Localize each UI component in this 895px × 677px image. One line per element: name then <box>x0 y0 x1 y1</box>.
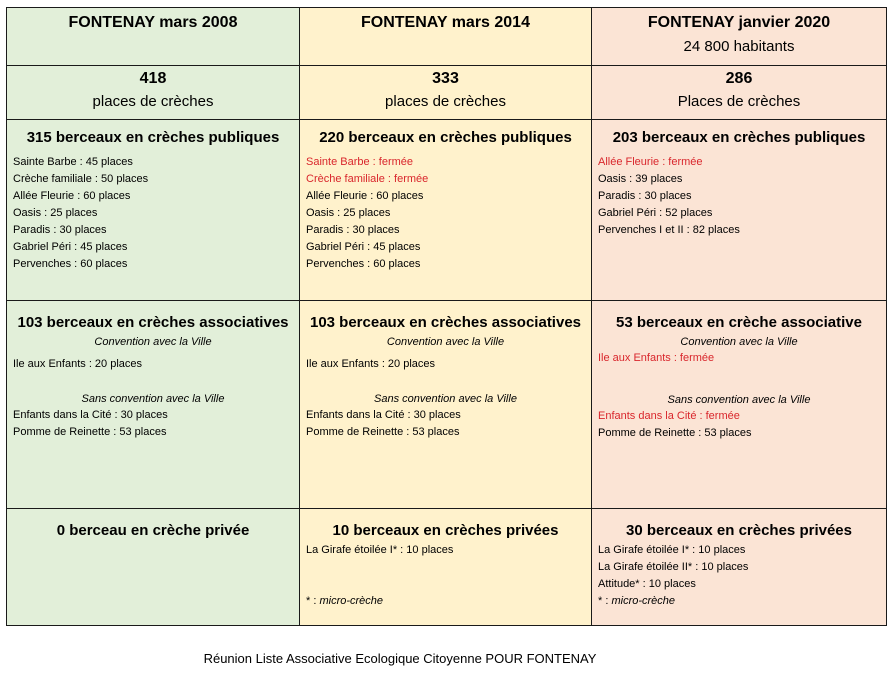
creche-list <box>7 407 299 441</box>
note-symbol: * : <box>598 595 609 607</box>
public-2020 <box>592 120 887 301</box>
list-item: Paradis : 30 places <box>13 224 107 236</box>
list-item-closed: Sainte Barbe : fermée <box>306 156 414 168</box>
list-item: Pervenches : 60 places <box>306 258 421 270</box>
list-item: Oasis : 25 places <box>306 207 391 219</box>
creche-list <box>7 154 299 273</box>
comparison-table <box>6 7 887 626</box>
header-title: FONTENAY mars 2014 <box>361 14 530 31</box>
list-item: Paradis : 30 places <box>598 190 692 202</box>
micro-creche-note <box>306 593 591 610</box>
note-text: micro-crèche <box>319 595 384 607</box>
no-convention-subheading: Sans convention avec la Ville <box>374 393 517 405</box>
list-item: La Girafe étoilée I* : 10 places <box>598 544 746 556</box>
section-title: 103 berceaux en crèches associatives <box>17 314 289 331</box>
no-convention-subheading: Sans convention avec la Ville <box>667 394 811 406</box>
micro-creche-note <box>598 593 886 610</box>
footer-caption: Réunion Liste Associative Ecologique Citoyenne POUR FONTENAY <box>203 651 597 666</box>
list-item: La Girafe étoilée II* : 10 places <box>598 561 749 573</box>
places-label: places de crèches <box>92 93 214 110</box>
list-item: Ile aux Enfants : 20 places <box>306 358 436 370</box>
creche-list <box>592 350 886 367</box>
convention-subheading: Convention avec la Ville <box>680 336 798 348</box>
list-item-closed: Allée Fleurie : fermée <box>598 156 703 168</box>
places-2020 <box>592 66 887 120</box>
list-item: Gabriel Péri : 45 places <box>306 241 421 253</box>
list-item: Pomme de Reinette : 53 places <box>13 426 167 438</box>
places-number: 286 <box>725 70 753 87</box>
places-2008 <box>7 66 300 120</box>
list-item-closed: Crèche familiale : fermée <box>306 173 429 185</box>
header-title: FONTENAY mars 2008 <box>68 14 238 31</box>
list-item: Enfants dans la Cité : 30 places <box>13 409 168 421</box>
section-title: 10 berceaux en crèches privées <box>332 522 559 539</box>
section-title: 53 berceaux en crèche associative <box>616 314 862 331</box>
creche-list <box>300 356 591 373</box>
list-item: Attitude* : 10 places <box>598 578 696 590</box>
associative-2014 <box>300 301 592 509</box>
header-2014 <box>300 8 592 66</box>
header-subtitle: 24 800 habitants <box>683 38 795 55</box>
list-item: Paradis : 30 places <box>306 224 400 236</box>
list-item: Allée Fleurie : 60 places <box>306 190 424 202</box>
list-item: La Girafe étoilée I* : 10 places <box>306 544 454 556</box>
creche-list <box>7 356 299 373</box>
places-2014 <box>300 66 592 120</box>
public-2014 <box>300 120 592 301</box>
list-item: Enfants dans la Cité : 30 places <box>306 409 461 421</box>
creche-list <box>592 542 886 610</box>
private-2020 <box>592 509 887 626</box>
list-item: Pomme de Reinette : 53 places <box>598 427 752 439</box>
section-title: 103 berceaux en crèches associatives <box>309 314 582 331</box>
list-item: Gabriel Péri : 45 places <box>13 241 128 253</box>
public-2008 <box>7 120 300 301</box>
private-2014 <box>300 509 592 626</box>
list-item-closed: Enfants dans la Cité : fermée <box>598 410 740 422</box>
header-row <box>7 8 887 66</box>
places-number: 333 <box>432 70 459 87</box>
list-item: Gabriel Péri : 52 places <box>598 207 713 219</box>
no-convention-subheading: Sans convention avec la Ville <box>81 393 225 405</box>
associative-2020 <box>592 301 887 509</box>
creche-list <box>592 408 886 442</box>
creche-list <box>300 542 591 610</box>
list-item: Crèche familiale : 50 places <box>13 173 149 185</box>
public-row <box>7 120 887 301</box>
private-row <box>7 509 887 626</box>
places-label: Places de crèches <box>677 93 801 110</box>
places-row <box>7 66 887 120</box>
header-2008 <box>7 8 300 66</box>
section-title: 220 berceaux en crèches publiques <box>319 129 572 146</box>
list-item: Ile aux Enfants : 20 places <box>13 358 143 370</box>
note-symbol: * : <box>306 595 317 607</box>
header-title: FONTENAY janvier 2020 <box>647 14 831 31</box>
convention-subheading: Convention avec la Ville <box>94 336 212 348</box>
list-item: Pervenches I et II : 82 places <box>598 224 740 236</box>
section-title: 203 berceaux en crèches publiques <box>612 129 866 146</box>
creche-list <box>300 407 591 441</box>
section-title: 0 berceau en crèche privée <box>56 522 250 539</box>
associative-row <box>7 301 887 509</box>
header-2020 <box>592 8 887 66</box>
list-item: Oasis : 25 places <box>13 207 98 219</box>
list-item-closed: Ile aux Enfants : fermée <box>598 352 715 364</box>
places-label: places de crèches <box>385 93 506 110</box>
list-item: Sainte Barbe : 45 places <box>13 156 133 168</box>
places-number: 418 <box>139 70 167 87</box>
associative-2008 <box>7 301 300 509</box>
section-title: 30 berceaux en crèches privées <box>626 522 852 539</box>
list-item: Oasis : 39 places <box>598 173 683 185</box>
list-item: Pomme de Reinette : 53 places <box>306 426 460 438</box>
section-title: 315 berceaux en crèches publiques <box>26 129 280 146</box>
note-text: micro-crèche <box>611 595 676 607</box>
list-item: Allée Fleurie : 60 places <box>13 190 131 202</box>
convention-subheading: Convention avec la Ville <box>386 336 505 348</box>
list-item: Pervenches : 60 places <box>13 258 128 270</box>
private-2008 <box>7 509 300 626</box>
creche-list <box>592 154 886 239</box>
creche-list <box>300 154 591 273</box>
